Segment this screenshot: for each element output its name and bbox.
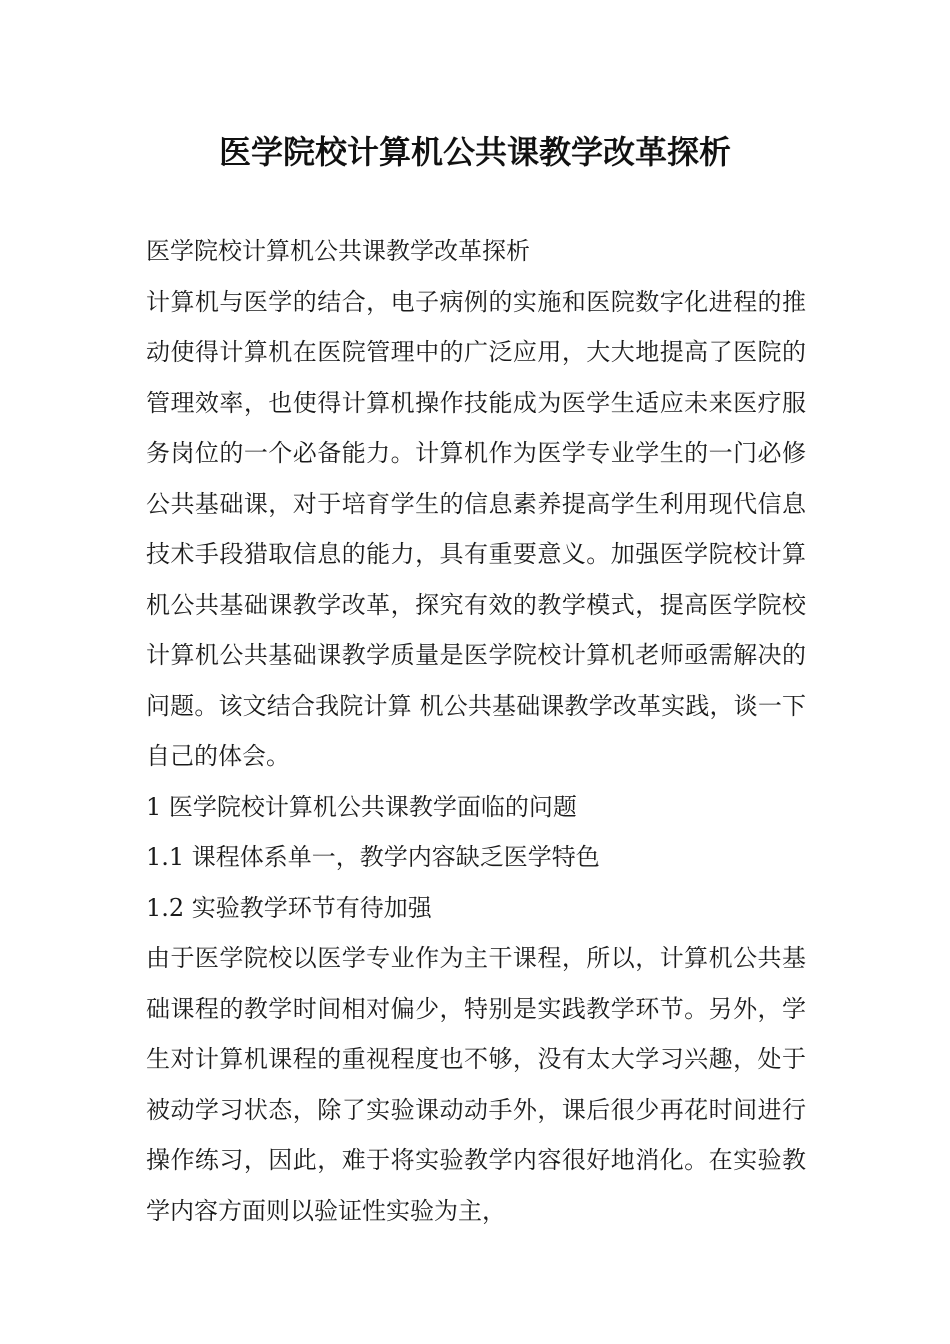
- subsection-heading: 1.2 实验教学环节有待加强: [146, 893, 432, 922]
- subtitle-paragraph: 医学院校计算机公共课教学改革探析: [146, 237, 530, 265]
- document-body: [146, 226, 806, 1236]
- subsection-heading: 1.1 课程体系单一，教学内容缺乏医学特色: [146, 843, 600, 871]
- document-title: 医学院校计算机公共课教学改革探析: [218, 133, 731, 171]
- intro-paragraph: 计算机与医学的结合，电子病例的实施和医院数字化进程的推动使得计算机在医院管理中的广泛应用，大大地提高了医院的管理效率，也使得计算机操作技能成为医学生适应未来医疗服务岗位的一个必备能力。计算机作为医学专业学生的一门必修公共基础课，对于培育学生的信息素养提高学生利用现代信息技术手段猎取信息的能力，具有重要意义。加强医学院校计算机公共基础课教学改革，探究有效的教学模式，提高医学院校计算机公共基础课教学质量是医学院校计算机老师亟需解决的问题。该文结合我院计算 机公共基础课教学改革实践，谈一下自己的体会。: [146, 287, 806, 770]
- section-heading: 1 医学院校计算机公共课教学面临的问题: [146, 792, 577, 821]
- body-paragraph: 由于医学院校以医学专业作为主干课程，所以，计算机公共基础课程的教学时间相对偏少，特别是实践教学环节。另外，学生对计算机课程的重视程度也不够，没有太大学习兴趣，处于被动学习状态，除了实验课动动手外，课后很少再花时间进行操作练习，因此，难于将实验教学内容很好地消化。在实验教学内容方面则以验证性实验为主，: [146, 944, 806, 1225]
